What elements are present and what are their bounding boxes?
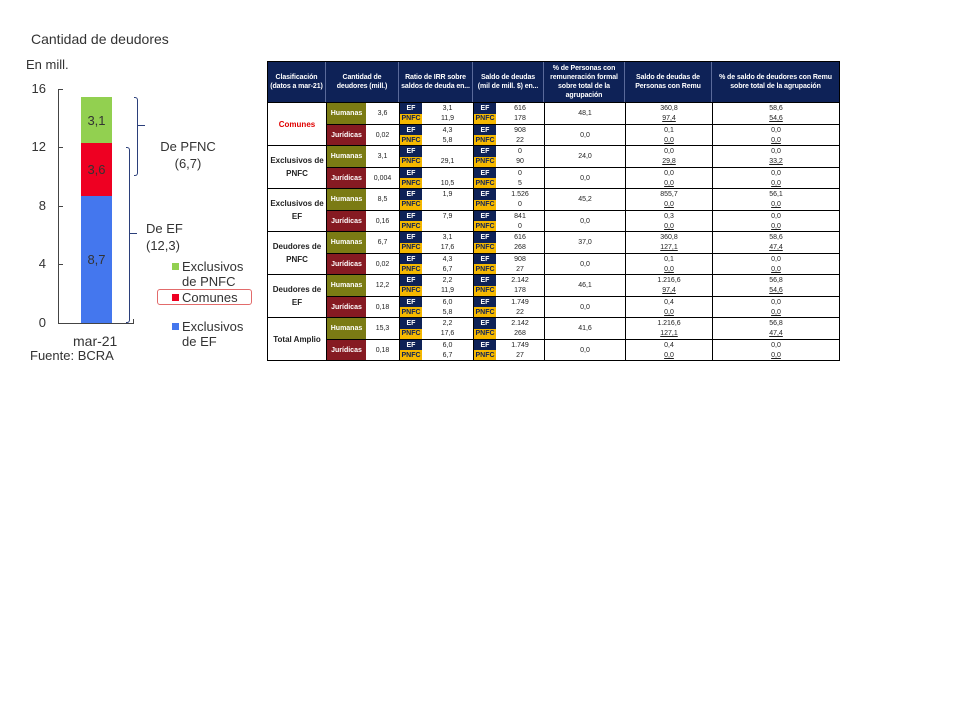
remu-share-cell [713, 297, 839, 317]
tag-ef: EF [474, 168, 496, 178]
y-tick-0: 0 [38, 315, 46, 330]
remu-balance-cell [626, 211, 713, 231]
remu-value-1: 360,8 [660, 104, 678, 112]
irr-ratio-cell [400, 125, 474, 145]
debtors-table [267, 61, 840, 361]
remu-value-1: 0,0 [664, 147, 674, 155]
share-value-1: 0,0 [771, 126, 781, 134]
header-saldo-deudas: Saldo de deudas (mil de mill. $) en... [473, 62, 544, 102]
quantity-cell: 0,004 [366, 168, 400, 188]
irr-ef-value [422, 168, 473, 178]
quantity-cell: 0,18 [366, 297, 400, 317]
quantity-cell: 8,5 [366, 189, 400, 210]
debt-balance-cell [474, 297, 545, 317]
group-label: Deudores de PNFC [268, 232, 327, 274]
debt-balance-cell [474, 318, 545, 339]
tag-ef: EF [474, 232, 496, 243]
irr-pnfc-value: 29,1 [440, 158, 455, 166]
share-value-2: 47,4 [769, 244, 783, 252]
saldo-ef-value: 2.142 [511, 276, 529, 284]
legend-swatch-icon [172, 323, 179, 330]
table-row [327, 146, 839, 167]
person-type-cell: Jurídicas [327, 297, 366, 317]
tag-ef: EF [400, 125, 422, 135]
tag-ef: EF [474, 146, 496, 157]
share-value-1: 0,0 [771, 212, 781, 220]
tag-ef: EF [400, 168, 422, 178]
share-value-1: 56,8 [769, 276, 783, 284]
saldo-pnfc-value: 178 [514, 115, 526, 123]
person-type-cell: Jurídicas [327, 168, 366, 188]
irr-pnfc-value: 5,8 [442, 136, 453, 144]
saldo-ef-value: 2.142 [511, 319, 529, 327]
saldo-pnfc-value: 0 [518, 201, 522, 209]
group-label: Comunes [268, 103, 327, 145]
saldo-ef-value: 0 [518, 169, 522, 177]
bar-segment-exclusivos-pnfc [81, 97, 112, 143]
remu-share-cell [713, 254, 839, 274]
person-type-cell: Jurídicas [327, 340, 366, 360]
remu-balance-cell [626, 254, 713, 274]
table-row [327, 339, 839, 360]
y-axis-tick [58, 206, 63, 207]
irr-pnfc-value: 17,6 [440, 244, 455, 252]
irr-pnfc-value [422, 221, 473, 231]
tag-pnfc: PNFC [475, 330, 495, 338]
remu-share-cell [713, 232, 839, 253]
pct-remu-cell: 48,1 [545, 103, 626, 124]
header-ratio-irr: Ratio de IRR sobre saldos de deuda en... [399, 62, 473, 102]
tag-ef: EF [400, 189, 422, 200]
share-value-2: 0,0 [771, 351, 781, 359]
remu-share-cell [713, 189, 839, 210]
tag-pnfc: PNFC [475, 179, 495, 187]
tag-ef: EF [474, 125, 496, 135]
pct-remu-cell: 0,0 [545, 297, 626, 317]
remu-balance-cell [626, 189, 713, 210]
y-tick-16: 16 [31, 81, 46, 96]
quantity-cell: 0,02 [366, 254, 400, 274]
share-value-1: 56,8 [769, 319, 783, 327]
chart-source: Fuente: BCRA [30, 348, 114, 363]
tag-ef: EF [474, 340, 496, 350]
saldo-ef-value: 0 [518, 147, 522, 155]
saldo-ef-value: 908 [514, 126, 526, 134]
irr-ratio-cell [400, 211, 474, 231]
saldo-ef-value: 1.749 [511, 298, 529, 306]
tag-ef: EF [474, 275, 496, 286]
irr-ratio-cell [400, 103, 474, 124]
group-label: Exclusivos de PNFC [268, 146, 327, 188]
y-axis-tick [58, 264, 63, 265]
irr-ef-value: 3,1 [442, 104, 453, 112]
irr-ratio-cell [400, 189, 474, 210]
pct-remu-cell: 0,0 [545, 168, 626, 188]
debt-balance-cell [474, 211, 545, 231]
remu-value-2: 0,0 [664, 351, 674, 359]
tag-pnfc: PNFC [475, 115, 495, 123]
bar-value-label: 3,6 [87, 162, 106, 177]
tag-pnfc: PNFC [401, 265, 421, 273]
saldo-ef-value: 1.749 [511, 341, 529, 349]
saldo-ef-value: 841 [514, 212, 526, 220]
quantity-cell: 0,18 [366, 340, 400, 360]
remu-balance-cell [626, 125, 713, 145]
tag-pnfc: PNFC [401, 330, 421, 338]
irr-ratio-cell [400, 340, 474, 360]
remu-share-cell [713, 275, 839, 296]
brace-pfnc [134, 97, 138, 176]
legend-item-exclusivos-ef: Exclusivos de EF [172, 319, 243, 349]
remu-balance-cell [626, 340, 713, 360]
person-type-cell: Humanas [327, 189, 366, 210]
table-group [267, 232, 840, 275]
tag-pnfc: PNFC [401, 136, 421, 144]
annotation-ef: De EF (12,3) [146, 221, 183, 253]
saldo-pnfc-value: 268 [514, 244, 526, 252]
debt-balance-cell [474, 146, 545, 167]
remu-value-2: 97,4 [662, 287, 676, 295]
header-pct-saldo-remu: % de saldo de deudores con Remu sobre total de la agrupación [719, 74, 832, 90]
remu-balance-cell [626, 103, 713, 124]
remu-share-cell [713, 168, 839, 188]
table-row [327, 296, 839, 317]
remu-share-cell [713, 340, 839, 360]
tag-ef: EF [400, 318, 422, 329]
quantity-cell: 3,1 [366, 146, 400, 167]
legend-swatch-icon [172, 294, 179, 301]
irr-pnfc-value: 17,6 [440, 330, 455, 338]
tag-ef: EF [400, 275, 422, 286]
share-value-2: 0,0 [771, 201, 781, 209]
share-value-2: 33,2 [769, 158, 783, 166]
bar-segment-comunes [81, 143, 112, 196]
person-type-cell: Humanas [327, 318, 366, 339]
remu-balance-cell [626, 146, 713, 167]
tag-pnfc: PNFC [475, 244, 495, 252]
quantity-cell: 12,2 [366, 275, 400, 296]
remu-value-1: 0,3 [664, 212, 674, 220]
tag-ef: EF [400, 211, 422, 221]
share-value-2: 0,0 [771, 136, 781, 144]
irr-pnfc-value [422, 200, 473, 211]
header-saldo-remu: Saldo de deudas de Personas con Remu [625, 62, 712, 102]
brace-tip [138, 125, 145, 126]
remu-balance-cell [626, 318, 713, 339]
debt-balance-cell [474, 168, 545, 188]
saldo-pnfc-value: 27 [516, 265, 524, 273]
brace-ef [126, 147, 130, 323]
y-tick-12: 12 [31, 139, 46, 154]
irr-ef-value [422, 146, 473, 157]
person-type-cell: Jurídicas [327, 211, 366, 231]
irr-ef-value: 2,2 [442, 319, 453, 327]
share-value-1: 58,6 [769, 233, 783, 241]
debt-balance-cell [474, 103, 545, 124]
irr-ef-value: 1,9 [442, 190, 453, 198]
person-type-cell: Humanas [327, 146, 366, 167]
irr-ratio-cell [400, 275, 474, 296]
irr-ef-value: 3,1 [442, 233, 453, 241]
quantity-cell: 0,16 [366, 211, 400, 231]
x-axis [58, 323, 134, 324]
tag-ef: EF [400, 146, 422, 157]
remu-value-2: 127,1 [660, 330, 678, 338]
table-body [267, 103, 840, 361]
remu-value-2: 0,0 [664, 179, 674, 187]
tag-pnfc: PNFC [475, 201, 495, 209]
remu-value-2: 0,0 [664, 308, 674, 316]
remu-balance-cell [626, 168, 713, 188]
remu-share-cell [713, 125, 839, 145]
group-label: Exclusivos de EF [268, 189, 327, 231]
share-value-2: 54,6 [769, 287, 783, 295]
pct-remu-cell: 24,0 [545, 146, 626, 167]
tag-ef: EF [474, 103, 496, 114]
pct-remu-cell: 46,1 [545, 275, 626, 296]
table-row [327, 275, 839, 296]
table-row [327, 232, 839, 253]
irr-ef-value: 7,9 [442, 212, 453, 220]
debt-balance-cell [474, 189, 545, 210]
tag-pnfc: PNFC [401, 179, 421, 187]
header-clasificacion: Clasificación (datos a mar-21) [268, 62, 326, 102]
remu-share-cell [713, 318, 839, 339]
quantity-cell: 0,02 [366, 125, 400, 145]
tag-pnfc: PNFC [475, 351, 495, 359]
bar-segment-exclusivos-ef [81, 196, 112, 323]
brace-tip [130, 233, 137, 234]
tag-ef: EF [400, 297, 422, 307]
table-row [327, 189, 839, 210]
saldo-pnfc-value: 268 [514, 330, 526, 338]
saldo-ef-value: 616 [514, 104, 526, 112]
tag-ef: EF [400, 254, 422, 264]
share-value-2: 0,0 [771, 222, 781, 230]
table-header [267, 61, 840, 103]
person-type-cell: Humanas [327, 275, 366, 296]
irr-ef-value: 6,0 [442, 341, 453, 349]
remu-share-cell [713, 103, 839, 124]
debt-balance-cell [474, 340, 545, 360]
table-row [327, 167, 839, 188]
debt-balance-cell [474, 254, 545, 274]
table-group [267, 318, 840, 361]
saldo-pnfc-value: 22 [516, 136, 524, 144]
irr-ratio-cell [400, 254, 474, 274]
irr-pnfc-value: 6,7 [442, 351, 453, 359]
saldo-ef-value: 616 [514, 233, 526, 241]
debt-balance-cell [474, 275, 545, 296]
tag-pnfc: PNFC [401, 308, 421, 316]
remu-share-cell [713, 146, 839, 167]
saldo-pnfc-value: 27 [516, 351, 524, 359]
tag-pnfc: PNFC [475, 222, 495, 230]
remu-value-1: 1.216,6 [657, 276, 681, 284]
saldo-pnfc-value: 5 [518, 179, 522, 187]
annotation-pfnc: De PFNC (6,7) [160, 139, 216, 171]
remu-value-1: 1.216,6 [657, 319, 681, 327]
share-value-1: 0,0 [771, 169, 781, 177]
tag-pnfc: PNFC [401, 201, 421, 209]
person-type-cell: Humanas [327, 103, 366, 124]
share-value-2: 47,4 [769, 330, 783, 338]
remu-balance-cell [626, 297, 713, 317]
remu-value-1: 0,1 [664, 126, 674, 134]
remu-value-1: 0,1 [664, 255, 674, 263]
saldo-pnfc-value: 0 [518, 222, 522, 230]
share-value-2: 0,0 [771, 308, 781, 316]
legend-item-comunes: Comunes [172, 290, 238, 305]
table-group [267, 275, 840, 318]
tag-pnfc: PNFC [401, 287, 421, 295]
irr-ef-value: 4,3 [442, 255, 453, 263]
y-tick-4: 4 [38, 256, 46, 271]
irr-ef-value: 4,3 [442, 126, 453, 134]
tag-ef: EF [474, 297, 496, 307]
irr-ratio-cell [400, 232, 474, 253]
share-value-2: 54,6 [769, 115, 783, 123]
table-row [327, 103, 839, 124]
table-group [267, 189, 840, 232]
tag-ef: EF [400, 232, 422, 243]
remu-balance-cell [626, 275, 713, 296]
quantity-cell: 6,7 [366, 232, 400, 253]
tag-pnfc: PNFC [401, 351, 421, 359]
share-value-1: 0,0 [771, 341, 781, 349]
person-type-cell: Jurídicas [327, 254, 366, 274]
remu-value-1: 0,4 [664, 341, 674, 349]
chart-title: Cantidad de deudores [31, 31, 169, 47]
quantity-cell: 3,6 [366, 103, 400, 124]
tag-ef: EF [474, 189, 496, 200]
table-row [327, 318, 839, 339]
y-axis-tick [58, 147, 63, 148]
remu-value-2: 0,0 [664, 136, 674, 144]
irr-ratio-cell [400, 146, 474, 167]
tag-ef: EF [474, 318, 496, 329]
legend-swatch-icon [172, 263, 179, 270]
group-label: Deudores de EF [268, 275, 327, 317]
saldo-pnfc-value: 178 [514, 287, 526, 295]
person-type-cell: Jurídicas [327, 125, 366, 145]
saldo-ef-value: 1.526 [511, 190, 529, 198]
tag-pnfc: PNFC [401, 158, 421, 166]
irr-ef-value: 6,0 [442, 298, 453, 306]
remu-value-2: 97,4 [662, 115, 676, 123]
irr-pnfc-value: 11,9 [440, 287, 455, 295]
tag-pnfc: PNFC [401, 115, 421, 123]
bar-value-label: 3,1 [87, 112, 106, 128]
table-group [267, 103, 840, 146]
share-value-2: 0,0 [771, 179, 781, 187]
remu-value-2: 0,0 [664, 265, 674, 273]
share-value-1: 0,0 [771, 255, 781, 263]
table-row [327, 124, 839, 145]
x-category-label: mar-21 [73, 333, 118, 349]
saldo-ef-value: 908 [514, 255, 526, 263]
pct-remu-cell: 0,0 [545, 340, 626, 360]
share-value-1: 0,0 [771, 298, 781, 306]
pct-remu-cell: 41,6 [545, 318, 626, 339]
remu-value-1: 0,0 [664, 169, 674, 177]
tag-pnfc: PNFC [475, 265, 495, 273]
irr-pnfc-value: 11,9 [440, 115, 455, 123]
share-value-2: 0,0 [771, 265, 781, 273]
remu-balance-cell [626, 232, 713, 253]
table-row [327, 253, 839, 274]
x-axis-tick [133, 319, 134, 324]
pct-remu-cell: 0,0 [545, 125, 626, 145]
remu-value-1: 855,7 [660, 190, 678, 198]
share-value-1: 56,1 [769, 190, 783, 198]
tag-pnfc: PNFC [475, 136, 495, 144]
irr-pnfc-value: 6,7 [442, 265, 453, 273]
remu-value-2: 0,0 [664, 201, 674, 209]
tag-ef: EF [474, 211, 496, 221]
irr-pnfc-value: 10,5 [440, 179, 455, 187]
group-label: Total Amplio [268, 318, 327, 360]
pct-remu-cell: 0,0 [545, 254, 626, 274]
table-row [327, 210, 839, 231]
legend-item-exclusivos-pnfc: Exclusivos de PNFC [172, 259, 243, 289]
pct-remu-cell: 37,0 [545, 232, 626, 253]
remu-share-cell [713, 211, 839, 231]
tag-pnfc: PNFC [401, 222, 421, 230]
tag-pnfc: PNFC [475, 308, 495, 316]
debt-balance-cell [474, 125, 545, 145]
y-axis-unit-label: En mill. [26, 57, 69, 72]
header-pct-remu: % de Personas con remuneración formal sobre total de la agrupación [544, 62, 625, 102]
remu-value-2: 0,0 [664, 222, 674, 230]
remu-value-1: 360,8 [660, 233, 678, 241]
share-value-1: 58,6 [769, 104, 783, 112]
debt-balance-cell [474, 232, 545, 253]
person-type-cell: Humanas [327, 232, 366, 253]
y-axis-tick [58, 89, 63, 90]
quantity-cell: 15,3 [366, 318, 400, 339]
tag-ef: EF [474, 254, 496, 264]
tag-ef: EF [400, 340, 422, 350]
saldo-pnfc-value: 90 [516, 158, 524, 166]
share-value-1: 0,0 [771, 147, 781, 155]
saldo-pnfc-value: 22 [516, 308, 524, 316]
irr-ratio-cell [400, 168, 474, 188]
irr-ratio-cell [400, 297, 474, 317]
pct-remu-cell: 0,0 [545, 211, 626, 231]
y-tick-8: 8 [38, 198, 46, 213]
irr-pnfc-value: 5,8 [442, 308, 453, 316]
pct-remu-cell: 45,2 [545, 189, 626, 210]
tag-pnfc: PNFC [401, 244, 421, 252]
header-cantidad: Cantidad de deudores (mill.) [326, 62, 399, 102]
irr-ef-value: 2,2 [442, 276, 453, 284]
table-group [267, 146, 840, 189]
remu-value-1: 0,4 [664, 298, 674, 306]
tag-ef: EF [400, 103, 422, 114]
bar-value-label: 8,7 [87, 252, 106, 267]
remu-value-2: 127,1 [660, 244, 678, 252]
tag-pnfc: PNFC [475, 287, 495, 295]
irr-ratio-cell [400, 318, 474, 339]
remu-value-2: 29,8 [662, 158, 676, 166]
tag-pnfc: PNFC [475, 158, 495, 166]
